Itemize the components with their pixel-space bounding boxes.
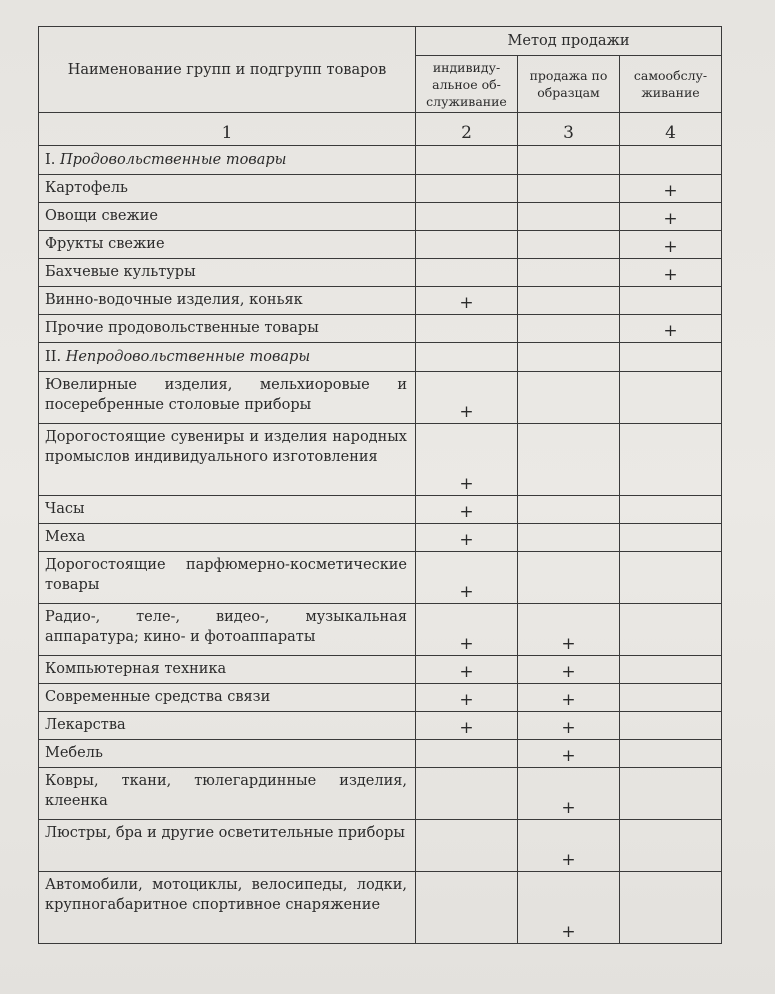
individual-service-mark: +: [416, 372, 518, 424]
individual-service-mark: [416, 872, 518, 944]
product-group-name: Часы: [39, 496, 416, 524]
table-row: [39, 175, 722, 203]
sample-sales-mark: +: [518, 740, 620, 768]
empty-cell: [620, 343, 722, 372]
sample-sales-header: продажа по образцам: [518, 56, 620, 113]
table-row: [39, 552, 722, 604]
sample-sales-mark: [518, 552, 620, 604]
product-group-name: Ковры, ткани, тюлегардинные изделия, клеенка: [39, 768, 416, 820]
section-title-cell: [39, 343, 416, 372]
table-row: [39, 768, 722, 820]
product-group-name: Бахчевые культуры: [39, 259, 416, 287]
section-title: Продовольственные товары: [59, 152, 287, 168]
self-service-mark: [620, 552, 722, 604]
individual-service-header: индивиду-альное об-служивание: [416, 56, 518, 113]
section-row: [39, 146, 722, 175]
individual-service-mark: [416, 175, 518, 203]
table-row: [39, 656, 722, 684]
individual-service-mark: [416, 740, 518, 768]
product-group-name: Фрукты свежие: [39, 231, 416, 259]
section-number: II.: [45, 349, 66, 365]
product-group-name: Винно-водочные изделия, коньяк: [39, 287, 416, 315]
sample-sales-mark: [518, 524, 620, 552]
empty-cell: [620, 146, 722, 175]
self-service-mark: [620, 372, 722, 424]
sample-sales-mark: +: [518, 604, 620, 656]
sample-sales-mark: [518, 372, 620, 424]
product-group-name: Современные средства связи: [39, 684, 416, 712]
self-service-mark: [620, 496, 722, 524]
table-body: [39, 146, 722, 944]
individual-service-mark: +: [416, 552, 518, 604]
sample-sales-mark: [518, 315, 620, 343]
table-row: [39, 203, 722, 231]
table-row: [39, 872, 722, 944]
individual-service-mark: +: [416, 424, 518, 496]
self-service-mark: +: [620, 315, 722, 343]
section-row: [39, 343, 722, 372]
table-row: [39, 740, 722, 768]
table-row: [39, 820, 722, 872]
table-row: [39, 315, 722, 343]
product-group-name: Радио-, теле-, видео-, музыкальная аппаратура; кино- и фотоаппараты: [39, 604, 416, 656]
self-service-mark: [620, 712, 722, 740]
sample-sales-mark: +: [518, 820, 620, 872]
individual-service-mark: [416, 231, 518, 259]
sample-sales-mark: [518, 175, 620, 203]
sample-sales-mark: +: [518, 684, 620, 712]
product-group-name: Компьютерная техника: [39, 656, 416, 684]
product-group-name: Картофель: [39, 175, 416, 203]
sample-sales-mark: [518, 203, 620, 231]
self-service-mark: [620, 604, 722, 656]
sales-method-header: Метод продажи: [416, 27, 722, 56]
self-service-mark: [620, 424, 722, 496]
empty-cell: [518, 343, 620, 372]
sample-sales-mark: [518, 496, 620, 524]
column-number: 4: [620, 113, 722, 146]
sample-sales-mark: +: [518, 712, 620, 740]
product-group-name: Автомобили, мотоциклы, велосипеды, лодки, крупногабаритное спортивное снаряжение: [39, 872, 416, 944]
section-title-cell: [39, 146, 416, 175]
individual-service-mark: +: [416, 604, 518, 656]
section-title: Непродовольственные товары: [65, 349, 311, 365]
individual-service-mark: [416, 315, 518, 343]
self-service-mark: [620, 287, 722, 315]
empty-cell: [416, 146, 518, 175]
product-group-name: Люстры, бра и другие осветительные приборы: [39, 820, 416, 872]
table-row: [39, 372, 722, 424]
empty-cell: [416, 343, 518, 372]
table-row: [39, 231, 722, 259]
section-number: I.: [45, 152, 60, 168]
individual-service-mark: [416, 203, 518, 231]
column-number: 1: [39, 113, 416, 146]
self-service-mark: [620, 740, 722, 768]
table-row: [39, 287, 722, 315]
table-row: [39, 524, 722, 552]
individual-service-mark: +: [416, 524, 518, 552]
sales-method-table: [38, 26, 722, 944]
product-group-name: Прочие продовольственные товары: [39, 315, 416, 343]
individual-service-mark: [416, 259, 518, 287]
self-service-mark: +: [620, 259, 722, 287]
self-service-mark: [620, 684, 722, 712]
self-service-mark: +: [620, 175, 722, 203]
product-group-name: Ювелирные изделия, мельхиоровые и посеребренные столовые приборы: [39, 372, 416, 424]
product-group-name: Лекарства: [39, 712, 416, 740]
table-row: [39, 604, 722, 656]
table-row: [39, 496, 722, 524]
product-group-name: Дорогостоящие сувениры и изделия народных промыслов индивидуального изготовления: [39, 424, 416, 496]
self-service-mark: [620, 656, 722, 684]
empty-cell: [518, 146, 620, 175]
individual-service-mark: +: [416, 712, 518, 740]
self-service-mark: [620, 768, 722, 820]
product-group-name: Мебель: [39, 740, 416, 768]
self-service-mark: +: [620, 203, 722, 231]
self-service-mark: [620, 872, 722, 944]
individual-service-mark: +: [416, 656, 518, 684]
table-row: [39, 712, 722, 740]
individual-service-mark: +: [416, 684, 518, 712]
self-service-mark: +: [620, 231, 722, 259]
self-service-mark: [620, 820, 722, 872]
table-row: [39, 424, 722, 496]
sample-sales-mark: [518, 259, 620, 287]
sample-sales-mark: [518, 231, 620, 259]
product-group-name: Меха: [39, 524, 416, 552]
self-service-mark: [620, 524, 722, 552]
self-service-header: самообслу-живание: [620, 56, 722, 113]
sample-sales-mark: +: [518, 656, 620, 684]
individual-service-mark: +: [416, 287, 518, 315]
product-group-name: Овощи свежие: [39, 203, 416, 231]
individual-service-mark: +: [416, 496, 518, 524]
table-row: [39, 684, 722, 712]
product-group-name: Дорогостоящие парфюмерно-косметические товары: [39, 552, 416, 604]
group-column-header: Наименование групп и подгрупп товаров: [39, 27, 416, 113]
sample-sales-mark: [518, 424, 620, 496]
sample-sales-mark: +: [518, 768, 620, 820]
table-row: [39, 259, 722, 287]
column-number: 3: [518, 113, 620, 146]
individual-service-mark: [416, 820, 518, 872]
sample-sales-mark: [518, 287, 620, 315]
column-number: 2: [416, 113, 518, 146]
sample-sales-mark: +: [518, 872, 620, 944]
individual-service-mark: [416, 768, 518, 820]
